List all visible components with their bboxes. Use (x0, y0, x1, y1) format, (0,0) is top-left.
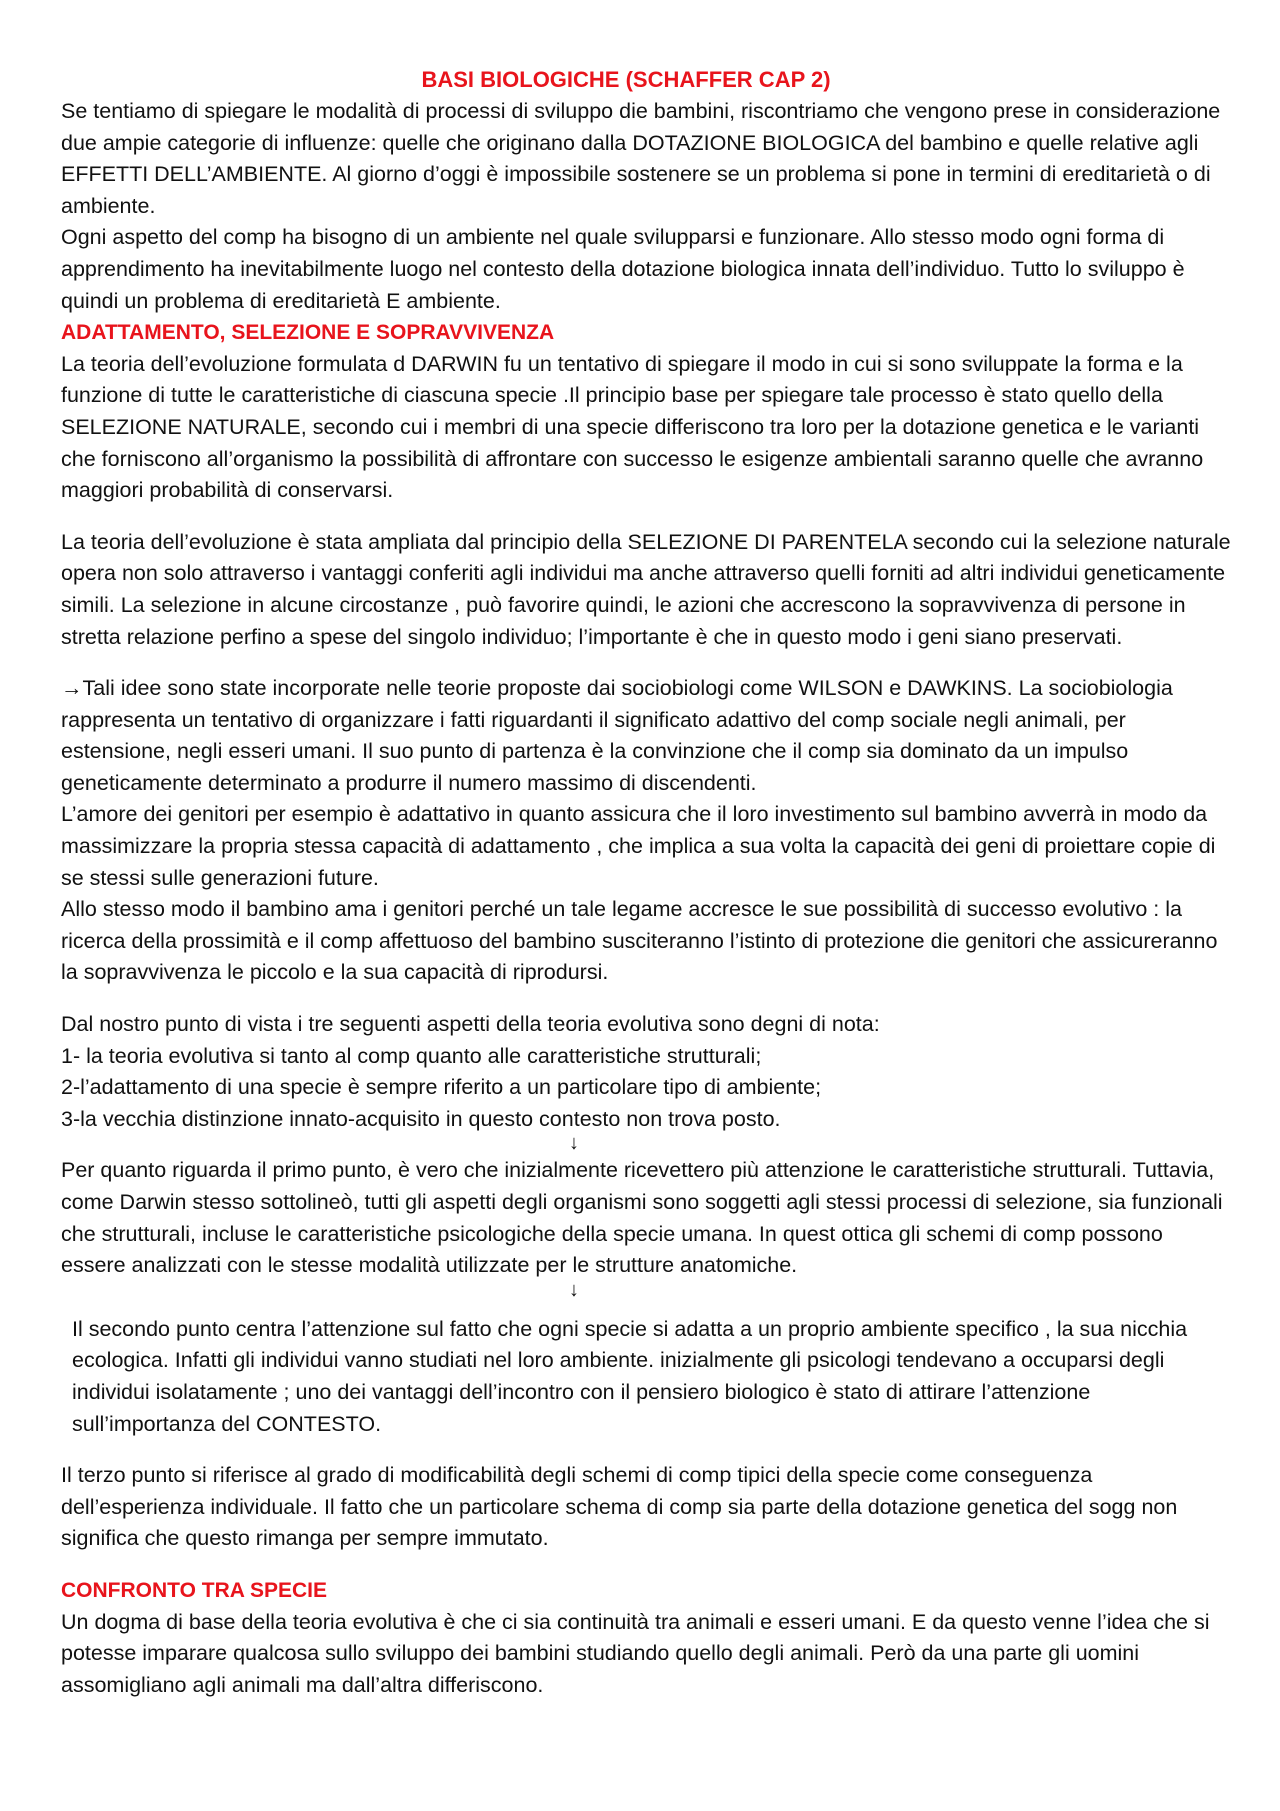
down-arrow-icon: ↓ (569, 1278, 579, 1301)
list-item-1: 1- la teoria evolutiva si tanto al comp quanto alle caratteristiche strutturali; (61, 1043, 762, 1068)
paragraph-primo-punto: Per quanto riguarda il primo punto, è vero che inizialmente ricevettero più attenzione le caratteristiche strutturali. Tuttavia, come Darwin stesso sottolineò, tutti gli aspetti degli organismi sono soggetti agli stessi processi di selezione, sia funzionali che strutturali, incluse le caratteristiche psicologiche della specie umana. In quest ottica gli schemi di comp possono essere analizzati con le stesse modalità utilizzate per le strutture anatomiche. (61, 1158, 1223, 1278)
paragraph-terzo-punto: Il terzo punto si riferisce al grado di modificabilità degli schemi di comp tipici della specie come conseguenza dell’esperienza individuale. Il fatto che un particolare schema di comp sia parte della dotazione genetica del sogg non significa che questo rimanga per sempre immutato. (61, 1463, 1178, 1551)
paragraph-selezione-parentela: La teoria dell’evoluzione è stata ampliata dal principio della SELEZIONE DI PARENTELA secondo cui la selezione naturale opera non solo attraverso i vantaggi conferiti agli individui ma anche attraverso quelli forniti ad altri individui geneticamente simili. La selezione in alcune circostanze , può favorire quindi, le azioni che accrescono la sopravvivenza di persone in stretta relazione perfino a spese del singolo individuo; l’importante è che in questo modo i geni siano preservati. (61, 529, 1231, 649)
down-arrow-icon: ↓ (569, 1132, 579, 1155)
spacer (61, 1440, 1231, 1460)
section-heading-confronto: CONFRONTO TRA SPECIE (61, 1578, 328, 1602)
spacer (61, 989, 1231, 1009)
list-item-2: 2-l’adattamento di una specie è sempre riferito a un particolare tipo di ambiente; (61, 1075, 822, 1100)
arrow-row (61, 1132, 1231, 1155)
spacer (61, 1302, 1231, 1314)
page-title: BASI BIOLOGICHE (SCHAFFER CAP 2) (421, 67, 831, 92)
list-item-3: 3-la vecchia distinzione innato-acquisito in questo contesto non trova posto. (61, 1106, 781, 1131)
paragraph-amore-genitori: L’amore dei genitori per esempio è adattativo in quanto assicura che il loro investimento sul bambino avverrà in modo da massimizzare la propria stessa capacità di adattamento , che implica a sua volta la capacità dei geni di proiettare copie di se stessi sulle generazioni future. (61, 802, 1216, 890)
list-intro: Dal nostro punto di vista i tre seguenti aspetti della teoria evolutiva sono degni di nota: (61, 1012, 880, 1037)
paragraph-confronto: Un dogma di base della teoria evolutiva è che ci sia continuità tra animali e esseri umani. E da questo venne l’idea che si potesse imparare qualcosa sullo sviluppo dei bambini studiando quello degli animali. Però da una parte gli uomini assomigliano agli animali ma dall’altra differiscono. (61, 1609, 1210, 1697)
paragraph-darwin: La teoria dell’evoluzione formulata d DARWIN fu un tentativo di spiegare il modo in cui si sono sviluppate la forma e la funzione di tutte le caratteristiche di ciascuna specie .Il principio base per spiegare tale processo è stato quello della SELEZIONE NATURALE, secondo cui i membri di una specie differiscono tra loro per la dotazione genetica e le varianti che forniscono all’organismo la possibilità di affrontare con successo le esigenze ambientali saranno quelle che avranno maggiori probabilità di conservarsi. (61, 351, 1204, 503)
spacer (61, 507, 1231, 527)
spacer (61, 653, 1231, 673)
section-heading-adattamento: ADATTAMENTO, SELEZIONE E SOPRAVVIVENZA (61, 321, 555, 345)
paragraph-secondo-punto: Il secondo punto centra l’attenzione sul fatto che ogni specie si adatta a un proprio ambiente specifico , la sua nicchia ecologica. Infatti gli individui vanno studiati nel loro ambiente. inizialmente gli psicologi tendevano a occuparsi degli individui isolatamente ; uno dei vantaggi dell’incontro con il pensiero biologico è stato di attirare l’attenzione sull’importanza del CONTESTO. (72, 1316, 1188, 1436)
intro-paragraph-1: Se tentiamo di spiegare le modalità di processi di sviluppo die bambini, riscontriamo che vengono prese in considerazione due ampie categorie di influenze: quelle che originano dalla DOTAZIONE BIOLOGICA del bambino e quelle relative agli EFFETTI DELL’AMBIENTE. Al giorno d’oggi è impossibile sostenere se un problema si pone in termini di ereditarietà o di ambiente. (61, 99, 1221, 218)
paragraph-sociobiologia: →Tali idee sono state incorporate nelle teorie proposte dai sociobiologi come WILSON e DAWKINS. La sociobiologia rappresenta un tentativo di organizzare i fatti riguardanti il significato adattivo del comp sociale negli animali, per estensione, negli esseri umani. Il suo punto di partenza è la convinzione che il comp sia dominato da un impulso geneticamente determinato a produrre il numero massimo di discendenti. (61, 676, 1173, 795)
spacer (61, 1555, 1231, 1575)
intro-paragraph-2: Ogni aspetto del comp ha bisogno di un ambiente nel quale svilupparsi e funzionare. Allo stesso modo ogni forma di apprendimento ha inevitabilmente luogo nel contesto della dotazione biologica innata dell’individuo. Tutto lo sviluppo è quindi un problema di ereditarietà E ambiente. (61, 225, 1185, 313)
document-page (61, 64, 1231, 1701)
arrow-row (61, 1278, 1231, 1302)
paragraph-bambino-ama: Allo stesso modo il bambino ama i genitori perché un tale legame accresce le sue possibilità di successo evolutivo : la ricerca della prossimità e il comp affettuoso del bambino susciteranno l’istinto di protezione die genitori che assicureranno la sopravvivenza le piccolo e la sua capacità di riprodursi. (61, 897, 1218, 985)
